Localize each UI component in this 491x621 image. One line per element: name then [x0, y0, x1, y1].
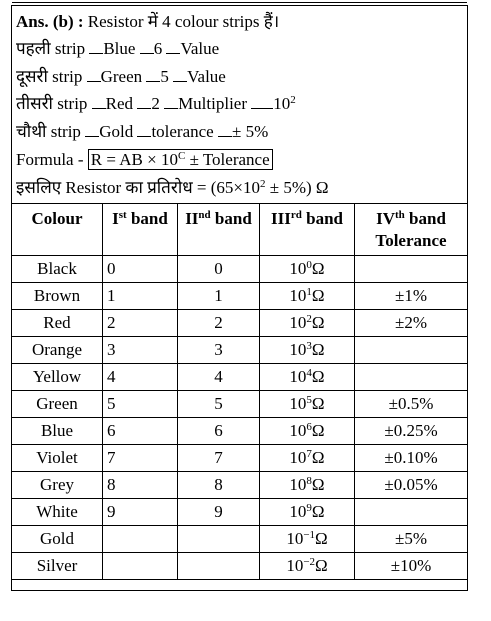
band-2-cell: 9: [178, 499, 260, 526]
multiplier-cell: $10^{-2}\Omega$: [260, 553, 355, 580]
colour-cell: Green: [12, 391, 103, 418]
table-row: [12, 337, 468, 364]
formula-line: Formula - R = AB × $10^C$ ± Tolerance: [16, 149, 273, 171]
strip-3-line: तीसरी strip Red 2 Multiplier $10^2$: [16, 94, 296, 113]
colour-code-table: [11, 203, 468, 580]
tolerance-cell: ±2%: [355, 310, 468, 337]
tolerance-cell: ±5%: [355, 526, 468, 553]
tolerance-cell: [355, 256, 468, 283]
table-row: [12, 283, 468, 310]
band-2-cell: 6: [178, 418, 260, 445]
colour-cell: White: [12, 499, 103, 526]
multiplier-cell: $10^4\Omega$: [260, 364, 355, 391]
multiplier-cell: $10^{-1}\Omega$: [260, 526, 355, 553]
table-row: [12, 310, 468, 337]
band-2-cell: [178, 553, 260, 580]
band-1-cell: 5: [103, 391, 178, 418]
multiplier-cell: $10^5\Omega$: [260, 391, 355, 418]
formula-box: R = AB × $10^C$ ± Tolerance: [88, 149, 273, 170]
header-band-4: IVth band Tolerance: [355, 204, 468, 256]
tolerance-cell: [355, 364, 468, 391]
table-row: [12, 499, 468, 526]
band-2-cell: 1: [178, 283, 260, 310]
band-1-cell: 4: [103, 364, 178, 391]
tolerance-cell: ±1%: [355, 283, 468, 310]
multiplier-cell: $10^8\Omega$: [260, 472, 355, 499]
tolerance-cell: [355, 499, 468, 526]
table-row: [12, 553, 468, 580]
colour-cell: Black: [12, 256, 103, 283]
table-row: [12, 445, 468, 472]
colour-cell: Silver: [12, 553, 103, 580]
band-2-cell: 2: [178, 310, 260, 337]
colour-cell: Orange: [12, 337, 103, 364]
tolerance-cell: [355, 337, 468, 364]
result-line: इसलिए Resistor का प्रतिरोध = $(65\times 10^2 \pm 5\%)$ Ω: [16, 178, 329, 197]
band-1-cell: 8: [103, 472, 178, 499]
table-row: [12, 472, 468, 499]
table-row: [12, 256, 468, 283]
band-2-cell: 5: [178, 391, 260, 418]
table-row: [12, 364, 468, 391]
multiplier-cell: $10^2\Omega$: [260, 310, 355, 337]
band-1-cell: [103, 553, 178, 580]
colour-cell: Brown: [12, 283, 103, 310]
table-header-row: [12, 204, 468, 256]
band-1-cell: 9: [103, 499, 178, 526]
header-band-2: IInd band: [178, 204, 260, 256]
header-colour: Colour: [12, 204, 103, 256]
table-body: [12, 256, 468, 580]
header-band-1: Ist band: [103, 204, 178, 256]
band-1-cell: 7: [103, 445, 178, 472]
answer-box: [11, 5, 468, 591]
answer-label: Ans. (b) :: [16, 12, 84, 31]
band-1-cell: 3: [103, 337, 178, 364]
colour-cell: Violet: [12, 445, 103, 472]
band-2-cell: 3: [178, 337, 260, 364]
band-1-cell: [103, 526, 178, 553]
multiplier-cell: $10^3\Omega$: [260, 337, 355, 364]
tolerance-cell: ±0.25%: [355, 418, 468, 445]
tolerance-cell: ±0.10%: [355, 445, 468, 472]
tolerance-cell: ±0.5%: [355, 391, 468, 418]
multiplier-cell: $10^9\Omega$: [260, 499, 355, 526]
colour-cell: Red: [12, 310, 103, 337]
colour-cell: Blue: [12, 418, 103, 445]
multiplier-cell: $10^7\Omega$: [260, 445, 355, 472]
top-rule: [12, 2, 467, 3]
band-2-cell: 8: [178, 472, 260, 499]
band-1-cell: 1: [103, 283, 178, 310]
strip-4-line: चौथी strip Gold tolerance ± 5%: [16, 122, 269, 141]
band-2-cell: 4: [178, 364, 260, 391]
band-2-cell: [178, 526, 260, 553]
answer-line-1: Ans. (b) : Resistor में 4 colour strips हैं।: [16, 12, 280, 31]
strip-2-line: दूसरी strip Green 5 Value: [16, 67, 226, 86]
multiplier-cell: $10^6\Omega$: [260, 418, 355, 445]
multiplier-cell: $10^1\Omega$: [260, 283, 355, 310]
multiplier-cell: $10^0\Omega$: [260, 256, 355, 283]
band-1-cell: 6: [103, 418, 178, 445]
tolerance-cell: ±0.05%: [355, 472, 468, 499]
table-row: [12, 526, 468, 553]
band-1-cell: 0: [103, 256, 178, 283]
strip-1-line: पहली strip Blue 6 Value: [16, 39, 220, 58]
tolerance-cell: ±10%: [355, 553, 468, 580]
table-row: [12, 391, 468, 418]
header-band-3: IIIrd band: [260, 204, 355, 256]
colour-cell: Gold: [12, 526, 103, 553]
colour-cell: Grey: [12, 472, 103, 499]
band-1-cell: 2: [103, 310, 178, 337]
band-2-cell: 0: [178, 256, 260, 283]
colour-cell: Yellow: [12, 364, 103, 391]
band-2-cell: 7: [178, 445, 260, 472]
table-row: [12, 418, 468, 445]
